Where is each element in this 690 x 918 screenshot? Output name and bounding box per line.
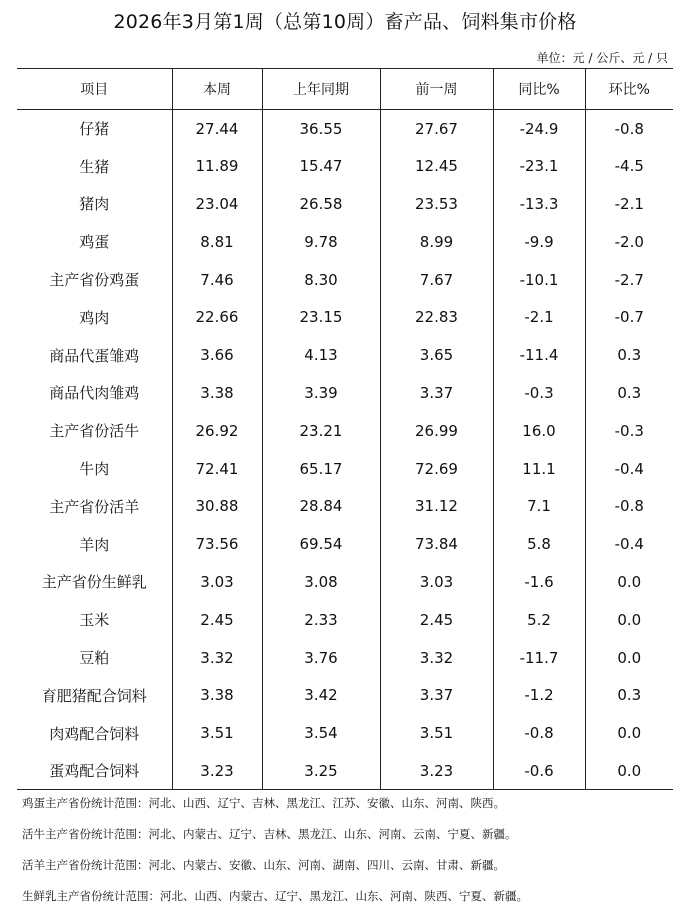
wow-percent: -0.8 bbox=[585, 487, 673, 525]
current-week-value: 22.66 bbox=[172, 298, 262, 336]
wow-percent: 0.3 bbox=[585, 676, 673, 714]
yoy-percent: -10.1 bbox=[493, 261, 585, 299]
yoy-percent: -0.3 bbox=[493, 374, 585, 412]
yoy-percent: 11.1 bbox=[493, 450, 585, 488]
item-name: 主产省份活牛 bbox=[17, 412, 172, 450]
current-week-value: 2.45 bbox=[172, 601, 262, 639]
last-year-value: 3.76 bbox=[262, 639, 380, 677]
table-row bbox=[17, 487, 673, 525]
current-week-value: 30.88 bbox=[172, 487, 262, 525]
item-name: 牛肉 bbox=[17, 450, 172, 488]
yoy-percent: -1.6 bbox=[493, 563, 585, 601]
last-year-value: 23.21 bbox=[262, 412, 380, 450]
page-title: 2026年3月第1周（总第10周）畜产品、饲料集市价格 bbox=[113, 11, 577, 33]
table-row bbox=[17, 412, 673, 450]
footnote-milk: 生鲜乳主产省份统计范围：河北、山西、内蒙古、辽宁、黑龙江、山东、河南、陕西、宁夏、新疆。 bbox=[22, 889, 528, 903]
yoy-percent: -23.1 bbox=[493, 147, 585, 185]
yoy-percent: 5.2 bbox=[493, 601, 585, 639]
footnote-eggs: 鸡蛋主产省份统计范围：河北、山西、辽宁、吉林、黑龙江、江苏、安徽、山东、河南、陕西。 bbox=[22, 796, 505, 810]
table-row bbox=[17, 752, 673, 790]
wow-percent: 0.0 bbox=[585, 714, 673, 752]
previous-week-value: 12.45 bbox=[380, 147, 493, 185]
table-row bbox=[17, 147, 673, 185]
table-row bbox=[17, 110, 673, 148]
current-week-value: 73.56 bbox=[172, 525, 262, 563]
item-name: 主产省份活羊 bbox=[17, 487, 172, 525]
previous-week-value: 27.67 bbox=[380, 110, 493, 148]
table-row bbox=[17, 525, 673, 563]
wow-percent: 0.3 bbox=[585, 336, 673, 374]
current-week-value: 3.32 bbox=[172, 639, 262, 677]
table-row bbox=[17, 298, 673, 336]
table-row bbox=[17, 374, 673, 412]
table-row bbox=[17, 639, 673, 677]
item-name: 玉米 bbox=[17, 601, 172, 639]
current-week-value: 3.51 bbox=[172, 714, 262, 752]
wow-percent: -2.1 bbox=[585, 185, 673, 223]
item-name: 蛋鸡配合饲料 bbox=[17, 752, 172, 790]
previous-week-value: 3.03 bbox=[380, 563, 493, 601]
item-name: 肉鸡配合饲料 bbox=[17, 714, 172, 752]
previous-week-value: 3.32 bbox=[380, 639, 493, 677]
yoy-percent: 7.1 bbox=[493, 487, 585, 525]
wow-percent: -0.4 bbox=[585, 525, 673, 563]
previous-week-value: 22.83 bbox=[380, 298, 493, 336]
wow-percent: -2.0 bbox=[585, 223, 673, 261]
current-week-value: 3.03 bbox=[172, 563, 262, 601]
wow-percent: 0.0 bbox=[585, 752, 673, 790]
yoy-percent: 5.8 bbox=[493, 525, 585, 563]
header-previous-week: 前一周 bbox=[380, 69, 493, 110]
yoy-percent: -9.9 bbox=[493, 223, 585, 261]
yoy-percent: -11.4 bbox=[493, 336, 585, 374]
table-row bbox=[17, 676, 673, 714]
table-row bbox=[17, 563, 673, 601]
current-week-value: 3.66 bbox=[172, 336, 262, 374]
item-name: 猪肉 bbox=[17, 185, 172, 223]
item-name: 主产省份生鲜乳 bbox=[17, 563, 172, 601]
yoy-percent: -13.3 bbox=[493, 185, 585, 223]
table-header-row bbox=[17, 69, 673, 110]
current-week-value: 3.23 bbox=[172, 752, 262, 790]
previous-week-value: 3.65 bbox=[380, 336, 493, 374]
previous-week-value: 8.99 bbox=[380, 223, 493, 261]
last-year-value: 28.84 bbox=[262, 487, 380, 525]
header-item: 项目 bbox=[17, 69, 172, 110]
yoy-percent: 16.0 bbox=[493, 412, 585, 450]
last-year-value: 3.39 bbox=[262, 374, 380, 412]
last-year-value: 3.42 bbox=[262, 676, 380, 714]
last-year-value: 23.15 bbox=[262, 298, 380, 336]
item-name: 生猪 bbox=[17, 147, 172, 185]
header-wow: 环比% bbox=[585, 69, 673, 110]
last-year-value: 9.78 bbox=[262, 223, 380, 261]
yoy-percent: -2.1 bbox=[493, 298, 585, 336]
wow-percent: 0.3 bbox=[585, 374, 673, 412]
footnotes bbox=[22, 793, 682, 917]
previous-week-value: 23.53 bbox=[380, 185, 493, 223]
yoy-percent: -1.2 bbox=[493, 676, 585, 714]
last-year-value: 65.17 bbox=[262, 450, 380, 488]
wow-percent: -0.4 bbox=[585, 450, 673, 488]
current-week-value: 23.04 bbox=[172, 185, 262, 223]
footnote-cattle: 活牛主产省份统计范围：河北、内蒙古、辽宁、吉林、黑龙江、山东、河南、云南、宁夏、新疆。 bbox=[22, 827, 517, 841]
previous-week-value: 7.67 bbox=[380, 261, 493, 299]
last-year-value: 3.25 bbox=[262, 752, 380, 790]
price-table bbox=[17, 68, 673, 790]
yoy-percent: -0.6 bbox=[493, 752, 585, 790]
previous-week-value: 3.37 bbox=[380, 676, 493, 714]
current-week-value: 72.41 bbox=[172, 450, 262, 488]
previous-week-value: 3.51 bbox=[380, 714, 493, 752]
previous-week-value: 3.37 bbox=[380, 374, 493, 412]
item-name: 豆粕 bbox=[17, 639, 172, 677]
yoy-percent: -24.9 bbox=[493, 110, 585, 148]
current-week-value: 7.46 bbox=[172, 261, 262, 299]
table-row bbox=[17, 261, 673, 299]
table-row bbox=[17, 714, 673, 752]
last-year-value: 4.13 bbox=[262, 336, 380, 374]
previous-week-value: 2.45 bbox=[380, 601, 493, 639]
current-week-value: 11.89 bbox=[172, 147, 262, 185]
wow-percent: 0.0 bbox=[585, 563, 673, 601]
yoy-percent: -0.8 bbox=[493, 714, 585, 752]
header-yoy: 同比% bbox=[493, 69, 585, 110]
wow-percent: 0.0 bbox=[585, 639, 673, 677]
item-name: 主产省份鸡蛋 bbox=[17, 261, 172, 299]
item-name: 育肥猪配合饲料 bbox=[17, 676, 172, 714]
unit-label: 单位：元 / 公斤、元 / 只 bbox=[536, 51, 668, 65]
item-name: 羊肉 bbox=[17, 525, 172, 563]
last-year-value: 3.08 bbox=[262, 563, 380, 601]
table-body bbox=[17, 110, 673, 790]
wow-percent: -0.7 bbox=[585, 298, 673, 336]
header-current-week: 本周 bbox=[172, 69, 262, 110]
table-row bbox=[17, 450, 673, 488]
wow-percent: -4.5 bbox=[585, 147, 673, 185]
item-name: 鸡蛋 bbox=[17, 223, 172, 261]
current-week-value: 3.38 bbox=[172, 676, 262, 714]
item-name: 商品代蛋雏鸡 bbox=[17, 336, 172, 374]
last-year-value: 8.30 bbox=[262, 261, 380, 299]
previous-week-value: 3.23 bbox=[380, 752, 493, 790]
table-row bbox=[17, 185, 673, 223]
last-year-value: 36.55 bbox=[262, 110, 380, 148]
header-last-year: 上年同期 bbox=[262, 69, 380, 110]
table-row bbox=[17, 601, 673, 639]
item-name: 仔猪 bbox=[17, 110, 172, 148]
table-row bbox=[17, 336, 673, 374]
current-week-value: 8.81 bbox=[172, 223, 262, 261]
previous-week-value: 31.12 bbox=[380, 487, 493, 525]
wow-percent: -0.3 bbox=[585, 412, 673, 450]
item-name: 商品代肉雏鸡 bbox=[17, 374, 172, 412]
wow-percent: -2.7 bbox=[585, 261, 673, 299]
current-week-value: 27.44 bbox=[172, 110, 262, 148]
wow-percent: 0.0 bbox=[585, 601, 673, 639]
last-year-value: 3.54 bbox=[262, 714, 380, 752]
wow-percent: -0.8 bbox=[585, 110, 673, 148]
current-week-value: 3.38 bbox=[172, 374, 262, 412]
footnote-sheep: 活羊主产省份统计范围：河北、内蒙古、安徽、山东、河南、湖南、四川、云南、甘肃、新疆。 bbox=[22, 858, 505, 872]
previous-week-value: 73.84 bbox=[380, 525, 493, 563]
current-week-value: 26.92 bbox=[172, 412, 262, 450]
item-name: 鸡肉 bbox=[17, 298, 172, 336]
previous-week-value: 72.69 bbox=[380, 450, 493, 488]
last-year-value: 69.54 bbox=[262, 525, 380, 563]
last-year-value: 26.58 bbox=[262, 185, 380, 223]
previous-week-value: 26.99 bbox=[380, 412, 493, 450]
table-row bbox=[17, 223, 673, 261]
yoy-percent: -11.7 bbox=[493, 639, 585, 677]
last-year-value: 15.47 bbox=[262, 147, 380, 185]
last-year-value: 2.33 bbox=[262, 601, 380, 639]
